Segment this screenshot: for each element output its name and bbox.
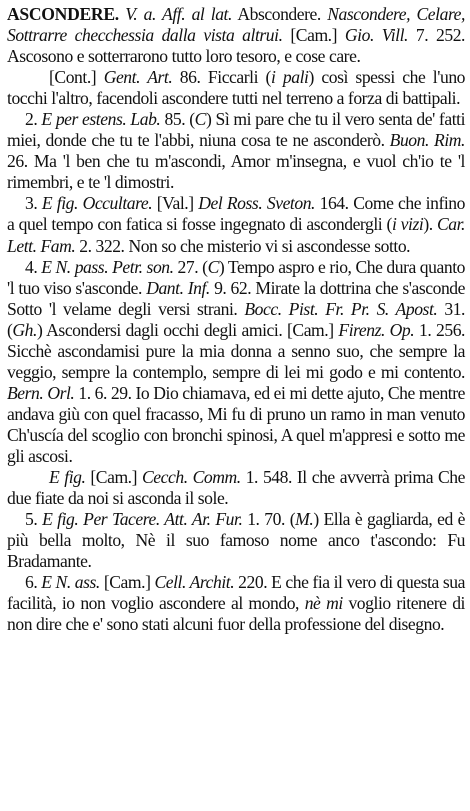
headword: ASCONDERE.: [7, 4, 119, 24]
italic-run: V. a. Aff. al lat.: [125, 4, 232, 24]
text-run: 2. 322. Non so che misterio vi si ascondesse sotto.: [75, 235, 411, 256]
text-run: ).: [423, 214, 437, 235]
text-run: 1. 548. Il che avverrà prima Che due fiate da noi si asconda il sole.: [7, 467, 466, 509]
italic-run: i vizi: [391, 214, 424, 235]
italic-run: Nascondere, Celare, Sottrarre checchessia dalla vista altrui.: [7, 4, 465, 46]
italic-run: E per estens. Lab.: [41, 109, 161, 130]
text-run: 31. (: [7, 298, 465, 340]
sense-4-figurative: [7, 467, 465, 509]
sense-6: [7, 572, 465, 635]
text-run: Abscondere.: [231, 4, 328, 24]
italic-run: Gent. Art.: [103, 67, 173, 88]
text-run: ) così spessi che l'uno tocchi l'altro, facendoli ascondere tutti nel terreno a forza di battipali.: [7, 67, 466, 109]
sense-3: [7, 193, 465, 256]
italic-run: Del Ross. Sveton.: [198, 193, 316, 214]
text-run: 85. (: [160, 109, 195, 130]
text-run: 27. (: [173, 256, 208, 277]
italic-run: i pali: [270, 67, 309, 88]
text-run: [Cam.]: [99, 572, 155, 593]
entry-paragraph-1: [7, 4, 465, 67]
sense-2: [7, 109, 465, 193]
text-run: 1. 6. 29. Io Dio chiamava, ed ei mi dette ajuto, Che mentre andava giù con quel fracasso, Mi fu di pruno un ramo in man venuto Ch'uscía del scoglio con bronchi spinosi, A quel m'appresi e sotto me gli ascosi.: [7, 382, 465, 466]
italic-run: C: [207, 256, 219, 277]
italic-run: Car. Lett. Fam.: [7, 214, 465, 256]
italic-run: E fig. Occultare.: [41, 193, 153, 214]
italic-run: Firenz. Op.: [338, 319, 415, 340]
text-run: 3.: [25, 193, 42, 214]
text-run: 4.: [25, 256, 42, 277]
text-run: 7. 252. Ascosono e sotterrarono tutto loro tesoro, e cose care.: [7, 25, 466, 67]
italic-run: M.: [295, 509, 314, 530]
text-run: [Val.]: [152, 193, 199, 214]
text-run: ) Tempo aspro e rio, Che dura quanto 'l tuo viso s'asconde.: [7, 256, 465, 298]
italic-run: E N. pass. Petr. son.: [41, 256, 174, 277]
text-run: 220. E che fia il vero di questa sua facilità, io non voglio ascondere al mondo,: [7, 572, 465, 614]
italic-run: E N. ass.: [41, 572, 100, 593]
text-run: 86. Ficcarli (: [172, 67, 271, 88]
italic-run: E fig. Per Tacere. Att. Ar. Fur.: [42, 509, 243, 530]
italic-run: Bern. Orl.: [7, 382, 75, 403]
italic-run: Cell. Archit.: [154, 572, 235, 593]
text-run: voglio ritenere di non dire che e' sono stati alcuni fuor della professione del disegno.: [7, 593, 465, 635]
text-run: ) Ella è gagliarda, ed è più bella molto, Nè il suo famoso nome anco t'ascondo: Fu Bradamante.: [7, 509, 465, 572]
italic-run: Gio. Vill.: [344, 25, 409, 46]
text-run: 5.: [25, 509, 43, 530]
italic-run: Buon. Rim.: [389, 130, 465, 151]
sense-5: [7, 509, 465, 572]
text-run: 26. Ma 'l ben che tu m'ascondi, Amor m'insegna, e vuol ch'io te 'l rimembri, e te 'l dimostri.: [7, 151, 465, 193]
italic-run: Gh.: [12, 319, 37, 340]
italic-run: E fig.: [49, 467, 86, 488]
text-run: 2.: [25, 109, 42, 130]
text-run: [Cont.]: [49, 67, 104, 88]
text-run: 1. 70. (: [242, 509, 296, 530]
text-run: 6.: [25, 572, 42, 593]
entry-paragraph-2: [7, 67, 465, 109]
italic-run: C: [194, 109, 206, 130]
text-run: ) Ascondersi dagli occhi degli amici. [Cam.]: [36, 319, 339, 340]
italic-run: Cecch. Comm.: [142, 467, 241, 488]
text-run: ) Sì mi pare che tu il vero senta de' fatti miei, donde che tu te l'abbi, niuna cosa te ne asconderò.: [7, 109, 466, 151]
text-run: 164. Come che infino a quel tempo con fatica si fosse ingegnato di ascondergli (: [7, 193, 466, 235]
text-run: 9. 62. Mirate la dottrina che s'asconde Sotto 'l velame degli versi strani.: [7, 277, 465, 319]
text-run: 1. 256. Sicchè ascondamisi pure la mia donna a senno suo, che sempre la veggio, sempre la contemplo, sempre di lei mi godo e mi contento.: [7, 319, 466, 382]
italic-run: Dant. Inf.: [146, 277, 210, 298]
sense-4: [7, 257, 465, 467]
italic-run: Bocc. Pist. Fr. Pr. S. Apost.: [244, 298, 438, 319]
text-run: [Cam.]: [282, 25, 345, 46]
text-run: [Cam.]: [85, 467, 143, 488]
italic-run: nè mi: [304, 593, 343, 614]
